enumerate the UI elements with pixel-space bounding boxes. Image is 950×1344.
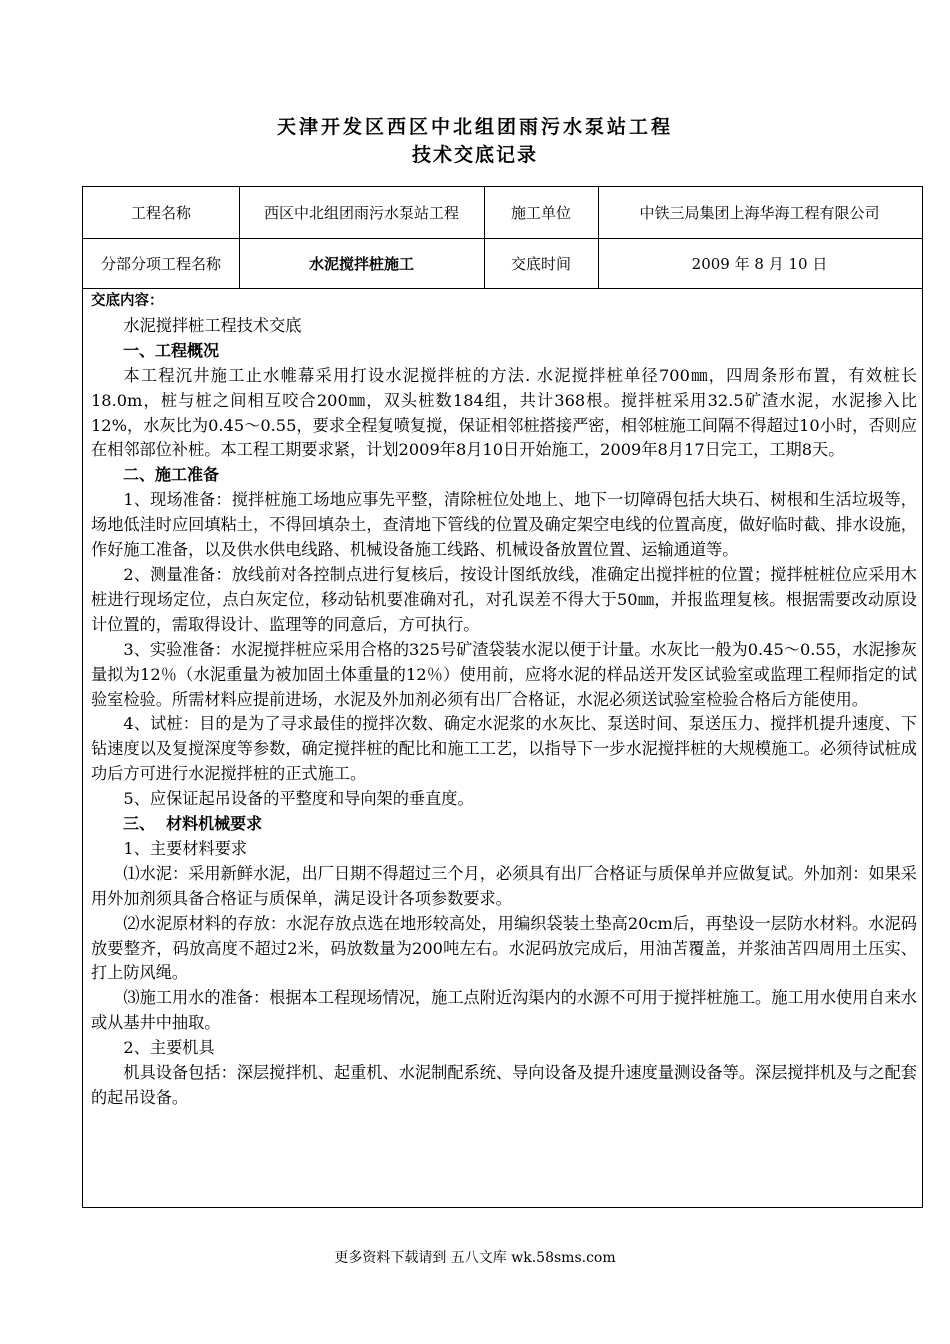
footer-link[interactable]: 更多资料下载请到 五八文库 wk.58sms.com <box>334 1250 616 1266</box>
section-2-title: 二、施工准备 <box>123 465 220 485</box>
section-2-paragraph-5: 5、应保证起吊设备的平整度和导向架的垂直度。 <box>123 789 474 809</box>
project-name-label: 工程名称 <box>130 204 191 222</box>
record-table <box>82 186 923 1208</box>
section-2-paragraph-1: 1、现场准备：搅拌桩施工场地应事先平整，清除桩位处地上、地下一切障碍包括大块石、树根和生活垃圾等，场地低洼时应回填粘土，不得回填杂土，查清地下管线的位置及确定架空电线的位置高度，做好临时截、排水设施，作好施工准备，以及供水供电线路、机械设备施工线路、机械设备放置位置、运输通道等。 <box>91 490 917 560</box>
section-3-paragraph-2: ⑵水泥原材料的存放：水泥存放点选在地形较高处，用编织袋装土垫高20cm后，再垫设一层防水材料。水泥码放要整齐，码放高度不超过2米，码放数量为200吨左右。水泥码放完成后，用油苫覆盖，并浆油苫四周用土压实、打上防风绳。 <box>91 913 917 983</box>
section-3-paragraph-1: ⑴水泥：采用新鲜水泥，出厂日期不得超过三个月，必须具有出厂合格证与质保单并应做复试。外加剂：如果采用外加剂须具备合格证与质保单，满足设计各项参数要求。 <box>91 863 917 908</box>
section-3-subtitle-2: 2、主要机具 <box>123 1038 215 1058</box>
section-3-paragraph-4: 机具设备包括：深层搅拌机、起重机、水泥制配系统、导向设备及提升速度量测设备等。深层搅拌机及与之配套的起吊设备。 <box>91 1063 917 1107</box>
content-label: 交底内容： <box>91 293 164 309</box>
section-2-paragraph-4: 4、试桩：目的是为了寻求最佳的搅拌次数、确定水泥浆的水灰比、泵送时间、泵送压力、搅拌机提升速度、下钻速度以及复搅深度等参数，确定搅拌桩的配比和施工工艺，以指导下一步水泥搅拌桩的大规模施工。必须待试桩成功后方可进行水泥搅拌桩的正式施工。 <box>91 714 917 784</box>
document-title: 天津开发区西区中北组团雨污水泵站工程 <box>276 116 673 138</box>
date-value: 2009 年 8 月 10 日 <box>691 254 828 273</box>
subitem-label: 分部分项工程名称 <box>100 254 221 273</box>
section-2-paragraph-2: 2、测量准备：放线前对各控制点进行复核后，按设计图纸放线，准确定出搅拌桩的位置；搅拌桩桩位应采用木桩进行现场定位，点白灰定位，移动钻机要准确对孔，对孔误差不得大于50㎜，并报监理复核。根据需要改动原设计位置的，需取得设计、监理等的同意后，方可执行。 <box>91 564 917 634</box>
contractor-label: 施工单位 <box>510 204 571 222</box>
section-3-subtitle-1: 1、主要材料要求 <box>123 838 248 858</box>
disclosure-content <box>91 289 917 1111</box>
document-subtitle: 技术交底记录 <box>411 144 538 166</box>
date-label: 交底时间 <box>510 254 571 273</box>
content-intro: 水泥搅拌桩工程技术交底 <box>123 315 302 335</box>
project-name-value: 西区中北组团雨污水泵站工程 <box>263 204 459 222</box>
subitem-value: 水泥搅拌桩施工 <box>308 254 414 273</box>
section-1-title: 一、工程概况 <box>123 340 220 360</box>
section-2-paragraph-3: 3、实验准备：水泥搅拌桩应采用合格的325号矿渣袋装水泥以便于计量。水灰比一般为0.45～0.55，水泥掺灰量拟为12％（水泥重量为被加固土体重量的12％）使用前，应将水泥的样品送开发区试验室或监理工程师指定的试验室检验。所需材料应提前进场，水泥及外加剂必须有出厂合格证，水泥必须送试验室检验合格后方能使用。 <box>91 639 917 709</box>
section-3-paragraph-3: ⑶施工用水的准备：根据本工程现场情况，施工点附近沟渠内的水源不可用于搅拌桩施工。施工用水使用自来水或从基井中抽取。 <box>91 988 917 1033</box>
section-1-paragraph: 本工程沉井施工止水帷幕采用打设水泥搅拌桩的方法. 水泥搅拌桩单径700㎜，四周条形布置，有效桩长18.0m，桩与桩之间相互咬合200㎜，双头桩数184组，共计368根。搅拌桩采用32.5矿渣水泥，水泥掺入比12%，水灰比为0.45～0.55，要求全程复喷复搅，保证相邻桩搭接严密，相邻桩施工间隔不得超过10小时，否则应在相邻部位补桩。本工程工期要求紧，计划2009年8月10日开始施工，2009年8月17日完工，工期8天。 <box>91 365 917 460</box>
section-3-title: 三、 材料机械要求 <box>123 814 263 834</box>
contractor-value: 中铁三局集团上海华海工程有限公司 <box>639 204 880 222</box>
